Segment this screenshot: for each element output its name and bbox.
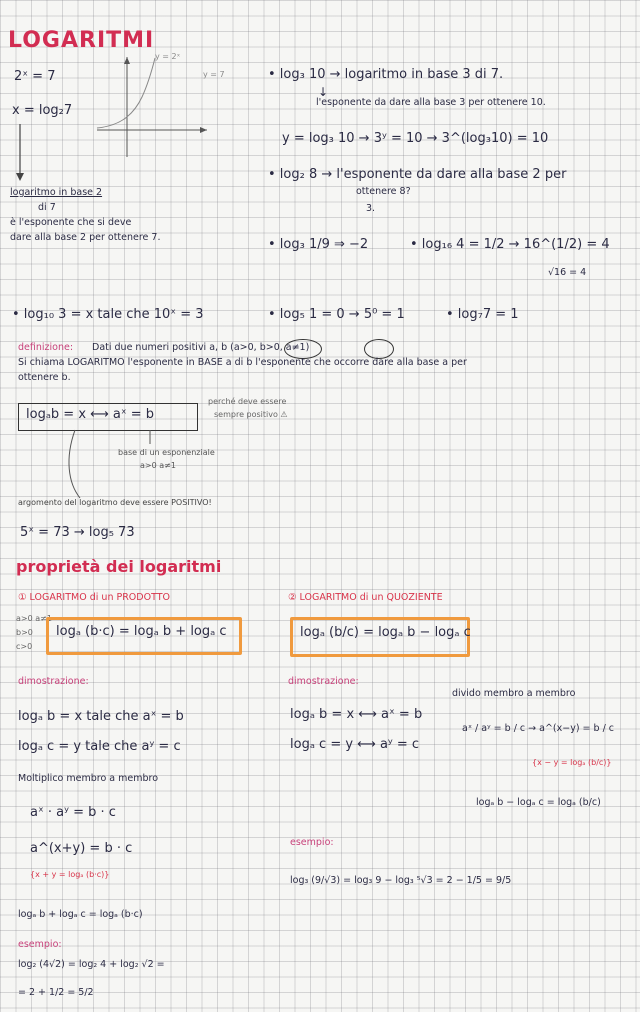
intro-equation-exp: 2ˣ = 7 bbox=[14, 69, 56, 84]
intro-equation-log: x = log₂7 bbox=[12, 103, 73, 118]
proof-1-line-1: logₐ b = x tale che aˣ = b bbox=[18, 709, 184, 724]
definition-note-right-1: perché deve essere bbox=[208, 397, 287, 406]
proof-1-line-7: logₐ b + logₐ c = logₐ (b·c) bbox=[18, 909, 143, 920]
proof-2-line-3: aˣ / aʸ = b / c → a^(x−y) = b / c bbox=[462, 723, 615, 734]
definition-note-base-2: a>0 a≠1 bbox=[140, 461, 176, 470]
intro-arrow-down bbox=[10, 122, 30, 182]
proof-2-line-2: logₐ c = y ⟷ aʸ = c bbox=[290, 737, 420, 752]
example-log3-ninth: • log₃ 1/9 ⇒ −2 bbox=[268, 237, 369, 252]
property-2-formula: logₐ (b/c) = logₐ b − logₐ c bbox=[300, 625, 471, 640]
proof-1-example-line-2: = 2 + 1/2 = 5/2 bbox=[18, 987, 94, 998]
definition-label: definizione: bbox=[18, 342, 74, 353]
example-log2-8: • log₂ 8 → l'esponente da dare alla base 2 per bbox=[268, 167, 567, 182]
example-log5-1: • log₅ 1 = 0 → 5⁰ = 1 bbox=[268, 307, 405, 322]
proof-2-line-4: {x − y = logₐ (b/c)} bbox=[532, 758, 612, 767]
proof-2-example-label: esempio: bbox=[290, 837, 334, 848]
property-1-condition-a: a>0 a≠1 bbox=[16, 614, 52, 623]
definition-text-1: Dati due numeri positivi a, b (a>0, b>0, a≠1) bbox=[92, 342, 310, 353]
proof-1-label: dimostrazione: bbox=[18, 676, 89, 687]
exponential-graph bbox=[92, 52, 212, 162]
definition-example: 5ˣ = 73 → log₅ 73 bbox=[20, 525, 135, 540]
proof-2-line-1: logₐ b = x ⟷ aˣ = b bbox=[290, 707, 423, 722]
intro-caption-1: logaritmo in base 2 bbox=[10, 187, 103, 198]
proof-1-example-label: esempio: bbox=[18, 939, 62, 950]
proof-2-line-5: logₐ b − logₐ c = logₐ (b/c) bbox=[476, 797, 601, 808]
proof-1-line-4: aˣ · aʸ = b · c bbox=[30, 805, 116, 820]
graph-exp-curve bbox=[97, 58, 155, 128]
proof-2-note: divido membro a membro bbox=[452, 688, 576, 699]
graph-y-arrow bbox=[124, 57, 130, 64]
proof-1-line-6: {x + y = logₐ (b·c)} bbox=[30, 870, 110, 879]
example-log7-7: • log₇7 = 1 bbox=[446, 307, 519, 322]
example-log3-10-equation: y = log₃ 10 → 3ʸ = 10 → 3^(log₃10) = 10 bbox=[282, 131, 549, 146]
proof-1-example-line-1: log₂ (4√2) = log₂ 4 + log₂ √2 = bbox=[18, 959, 165, 970]
intro-caption-2: di 7 bbox=[38, 202, 56, 213]
definition-note-base-1: base di un esponenziale bbox=[118, 448, 215, 457]
definition-text-2: Si chiama LOGARITMO l'esponente in BASE a di b l'esponente che occorre dare alla base a per bbox=[18, 357, 467, 368]
example-log16-4: • log₁₆ 4 = 1/2 → 16^(1/2) = 4 bbox=[410, 237, 610, 252]
proof-1-line-3: Moltiplico membro a membro bbox=[18, 773, 159, 784]
definition-text-3: ottenere b. bbox=[18, 372, 71, 383]
graph-curve-label: y = 2ˣ bbox=[155, 52, 181, 61]
example-log10-3: • log₁₀ 3 = x tale che 10ˣ = 3 bbox=[12, 307, 204, 322]
graph-line-label: y = 7 bbox=[203, 70, 225, 79]
property-1-title: ① LOGARITMO di un PRODOTTO bbox=[18, 592, 170, 603]
property-1-condition-c: c>0 bbox=[16, 642, 33, 651]
definition-formula: logₐb = x ⟷ aˣ = b bbox=[26, 407, 155, 422]
definition-circle-a-neq-1 bbox=[364, 339, 394, 359]
property-1-formula: logₐ (b·c) = logₐ b + logₐ c bbox=[56, 624, 227, 639]
proof-1-line-5: a^(x+y) = b · c bbox=[30, 841, 133, 856]
example-log2-8-answer: 3. bbox=[366, 203, 376, 214]
intro-caption-3: è l'esponente che si deve bbox=[10, 217, 132, 228]
example-sqrt16: √16 = 4 bbox=[548, 267, 587, 278]
property-1-condition-b: b>0 bbox=[16, 628, 33, 637]
proof-2-label: dimostrazione: bbox=[288, 676, 359, 687]
definition-note-argument: argomento del logaritmo deve essere POSITIVO! bbox=[18, 498, 212, 507]
proof-2-example-line-1: log₃ (9/√3) = log₃ 9 − log₃ ⁵√3 = 2 − 1/5 = 9/5 bbox=[290, 875, 512, 886]
intro-caption-4: dare alla base 2 per ottenere 7. bbox=[10, 232, 161, 243]
page-title: LOGARITMI bbox=[8, 28, 155, 53]
definition-circle-a bbox=[284, 339, 322, 359]
definition-note-right-2: sempre positivo ⚠ bbox=[214, 410, 288, 419]
proof-1-line-2: logₐ c = y tale che aʸ = c bbox=[18, 739, 181, 754]
example-log3-10: • log₃ 10 → logaritmo in base 3 di 7. bbox=[268, 67, 504, 82]
properties-title: proprietà dei logaritmi bbox=[16, 557, 222, 576]
property-2-title: ② LOGARITMO di un QUOZIENTE bbox=[288, 592, 443, 603]
example-log3-10-note: l'esponente da dare alla base 3 per ottenere 10. bbox=[316, 97, 546, 108]
example-log2-8-cont: ottenere 8? bbox=[356, 186, 411, 197]
graph-x-arrow bbox=[200, 127, 207, 133]
example-arrow-down: ↓ bbox=[318, 85, 329, 99]
